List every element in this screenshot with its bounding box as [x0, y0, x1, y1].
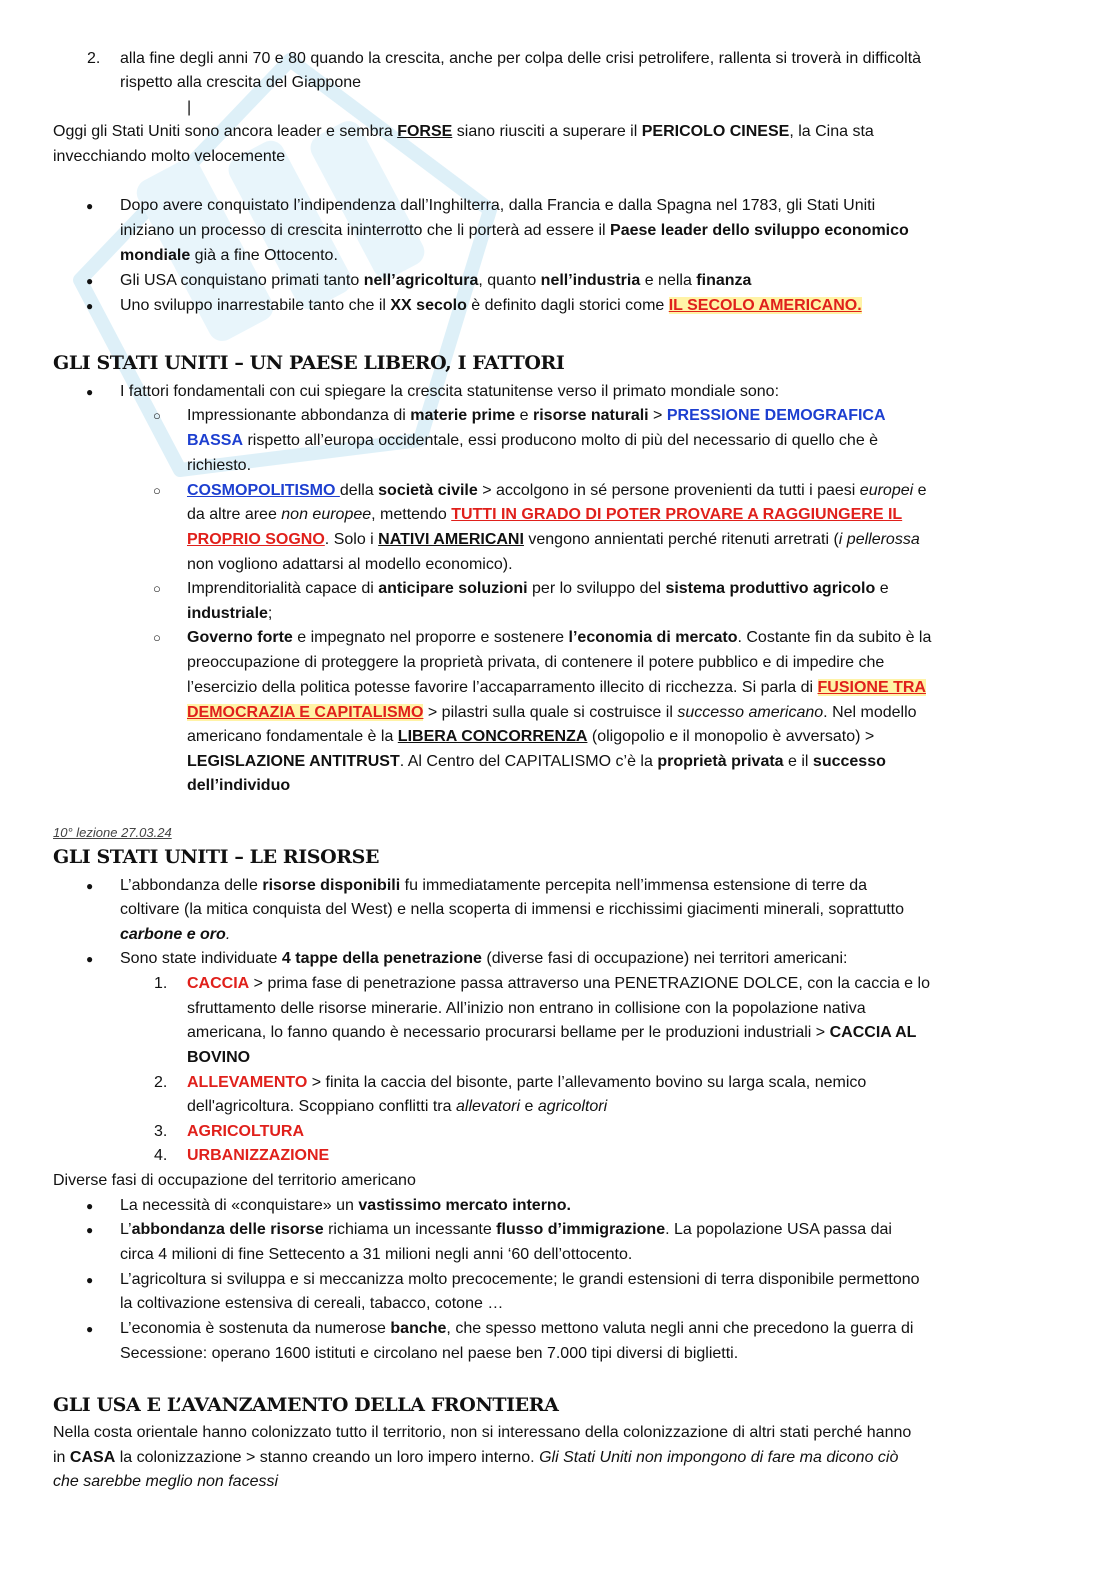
numbered-text: sfruttamento delle risorse minerarie. All’inizio non entrano in collisione con la popolazione nativa [187, 1000, 866, 1017]
bullet-text: La necessità di «conquistare» un vastissimo mercato interno. [120, 1197, 571, 1214]
sub-bullet-text: dell’individuo [187, 777, 291, 794]
bullet-text: carbone e oro. [120, 926, 231, 943]
bullet-text: iniziano un processo di crescita ininterrotto che li porterà ad essere il Paese leader dello sviluppo economico [120, 222, 909, 239]
bullet-marker: ● [86, 274, 94, 288]
paragraph-line: in CASA la colonizzazione > stanno creando un loro impero interno. Gli Stati Uniti non impongono di fare ma dicono ciò [53, 1449, 899, 1466]
bullet-text: L’abbondanza delle risorse disponibili fu immediatamente percepita nell’immensa estensione di terre da [120, 877, 868, 894]
lesson-date: 10° lezione 27.03.24 [53, 825, 172, 840]
bullet-text: la coltivazione estensiva di cereali, tabacco, cotone … [120, 1295, 504, 1312]
circle-marker: ○ [153, 630, 161, 645]
bullet-marker: ● [86, 1223, 94, 1237]
numbered-text: americana, lo fanno quando è necessario procurarsi bellame per le produzioni industriali > CACCIA AL [187, 1024, 917, 1041]
bullet-text: Dopo avere conquistato l’indipendenza dall’Inghilterra, dalla Francia e dalla Spagna nel 1783, gli Stati Uniti [120, 197, 876, 214]
bullet-marker: ● [86, 1322, 94, 1336]
bullet-marker: ● [86, 879, 94, 893]
list-marker: 3. [154, 1123, 168, 1140]
bullet-text: L’abbondanza delle risorse richiama un incessante flusso d’immigrazione. La popolazione USA passa dai [120, 1221, 892, 1238]
paragraph-line: Oggi gli Stati Uniti sono ancora leader e sembra FORSE siano riusciti a superare il PERICOLO CINESE, la Cina sta [53, 123, 874, 140]
sub-bullet-text: l’esercizio della politica potesse favorire l’accaparramento illecito di ricchezza. Si parla di FUSIONE TRA [187, 679, 926, 696]
bullet-marker: ● [86, 199, 94, 213]
sub-bullet-text: DEMOCRAZIA E CAPITALISMO > pilastri sulla quale si costruisce il successo americano. Nel modello [187, 704, 917, 721]
circle-marker: ○ [153, 408, 161, 423]
section-heading: GLI USA E L’AVANZAMENTO DELLA FRONTIERA [53, 1394, 559, 1416]
bullet-marker: ● [86, 299, 94, 313]
bullet-text: Gli USA conquistano primati tanto nell’agricoltura, quanto nell’industria e nella finanza [120, 272, 752, 289]
text-line: rispetto alla crescita del Giappone [120, 74, 362, 91]
sub-bullet-text: Imprenditorialità capace di anticipare soluzioni per lo sviluppo del sistema produttivo agricolo e [187, 580, 889, 597]
section-heading: GLI STATI UNITI – UN PAESE LIBERO, I FATTORI [53, 352, 565, 374]
sub-bullet-text: industriale; [187, 605, 273, 622]
list-marker: 2. [154, 1074, 168, 1091]
circle-marker: ○ [153, 483, 161, 498]
bullet-marker: ● [86, 1273, 94, 1287]
text-line: alla fine degli anni 70 e 80 quando la crescita, anche per colpa delle crisi petrolifere, rallenta si troverà in difficoltà [120, 50, 922, 67]
bullet-text: circa 4 milioni di fine Settecento a 31 milioni negli anni ‘60 dell’ottocento. [120, 1246, 633, 1263]
sub-bullet-text: da altre aree non europee, mettendo TUTTI IN GRADO DI POTER PROVARE A RAGGIUNGERE IL [187, 506, 903, 523]
bullet-text: coltivare (la mitica conquista del West) e nella scoperta di immensi e ricchissimi giacimenti minerali, soprattutto [120, 901, 904, 918]
paragraph-line: che sarebbe meglio non facessi [53, 1473, 279, 1490]
sub-bullet-text: Impressionante abbondanza di materie prime e risorse naturali > PRESSIONE DEMOGRAFICA [187, 407, 886, 424]
bullet-text: mondiale già a fine Ottocento. [120, 247, 338, 264]
sub-bullet-text: PROPRIO SOGNO. Solo i NATIVI AMERICANI vengono annientati perché ritenuti arretrati (i pellerossa [187, 531, 920, 548]
list-marker: 4. [154, 1147, 168, 1164]
sub-bullet-text: americano fondamentale è la LIBERA CONCORRENZA (oligopolio e il monopolio è avversato) > [187, 728, 875, 745]
list-marker: 2. [87, 50, 101, 67]
numbered-text: BOVINO [187, 1049, 251, 1066]
bullet-text: Sono state individuate 4 tappe della penetrazione (diverse fasi di occupazione) nei territori americani: [120, 950, 848, 967]
paragraph-line: Nella costa orientale hanno colonizzato tutto il territorio, non si interessano della colonizzazione di altri stati perché hanno [53, 1424, 912, 1441]
text-cursor: | [187, 99, 192, 116]
bullet-text: I fattori fondamentali con cui spiegare la crescita statunitense verso il primato mondiale sono: [120, 383, 780, 400]
sub-bullet-text: COSMOPOLITISMO della società civile > accolgono in sé persone provenienti da tutti i paesi europei e [187, 482, 927, 499]
numbered-text: dell'agricoltura. Scoppiano conflitti tra allevatori e agricoltori [187, 1098, 608, 1115]
sub-bullet-text: LEGISLAZIONE ANTITRUST. Al Centro del CAPITALISMO c’è la proprietà privata e il successo [187, 753, 886, 770]
sub-bullet-text: Governo forte e impegnato nel proporre e sostenere l’economia di mercato. Costante fin da subito è la [187, 629, 932, 646]
paragraph-line: Diverse fasi di occupazione del territorio americano [53, 1172, 416, 1189]
bullet-text: L’agricoltura si sviluppa e si meccanizza molto precocemente; le grandi estensioni di terra disponibile permettono [120, 1271, 920, 1288]
numbered-text: CACCIA > prima fase di penetrazione passa attraverso una PENETRAZIONE DOLCE, con la caccia e lo [187, 975, 930, 992]
sub-bullet-text: preoccupazione di proteggere la proprietà privata, di contenere il potere pubblico e di impedire che [187, 654, 885, 671]
section-heading: GLI STATI UNITI – LE RISORSE [53, 846, 380, 868]
bullet-text: Secessione: operano 1600 istituti e circolano nel paese ben 7.000 tipi diversi di biglietti. [120, 1345, 739, 1362]
numbered-text: URBANIZZAZIONE [187, 1147, 330, 1164]
circle-marker: ○ [153, 581, 161, 596]
paragraph-line: invecchiando molto velocemente [53, 148, 286, 165]
bullet-text: L’economia è sostenuta da numerose banche, che spesso mettono valuta negli anni che precedono la guerra di [120, 1320, 914, 1337]
sub-bullet-text: richiesto. [187, 457, 252, 474]
list-marker: 1. [154, 975, 168, 992]
bullet-marker: ● [86, 952, 94, 966]
sub-bullet-text: BASSA rispetto all’europa occidentale, essi producono molto di più del necessario di quello che è [187, 432, 879, 449]
bullet-text: Uno sviluppo inarrestabile tanto che il XX secolo è definito dagli storici come IL SECOLO AMERICANO. [120, 297, 862, 314]
bullet-marker: ● [86, 1199, 94, 1213]
bullet-marker: ● [86, 385, 94, 399]
numbered-text: AGRICOLTURA [187, 1123, 305, 1140]
numbered-text: ALLEVAMENTO > finita la caccia del bisonte, parte l’allevamento bovino su larga scala, nemico [187, 1074, 867, 1091]
sub-bullet-text: non vogliono adattarsi al modello economico). [187, 556, 513, 573]
